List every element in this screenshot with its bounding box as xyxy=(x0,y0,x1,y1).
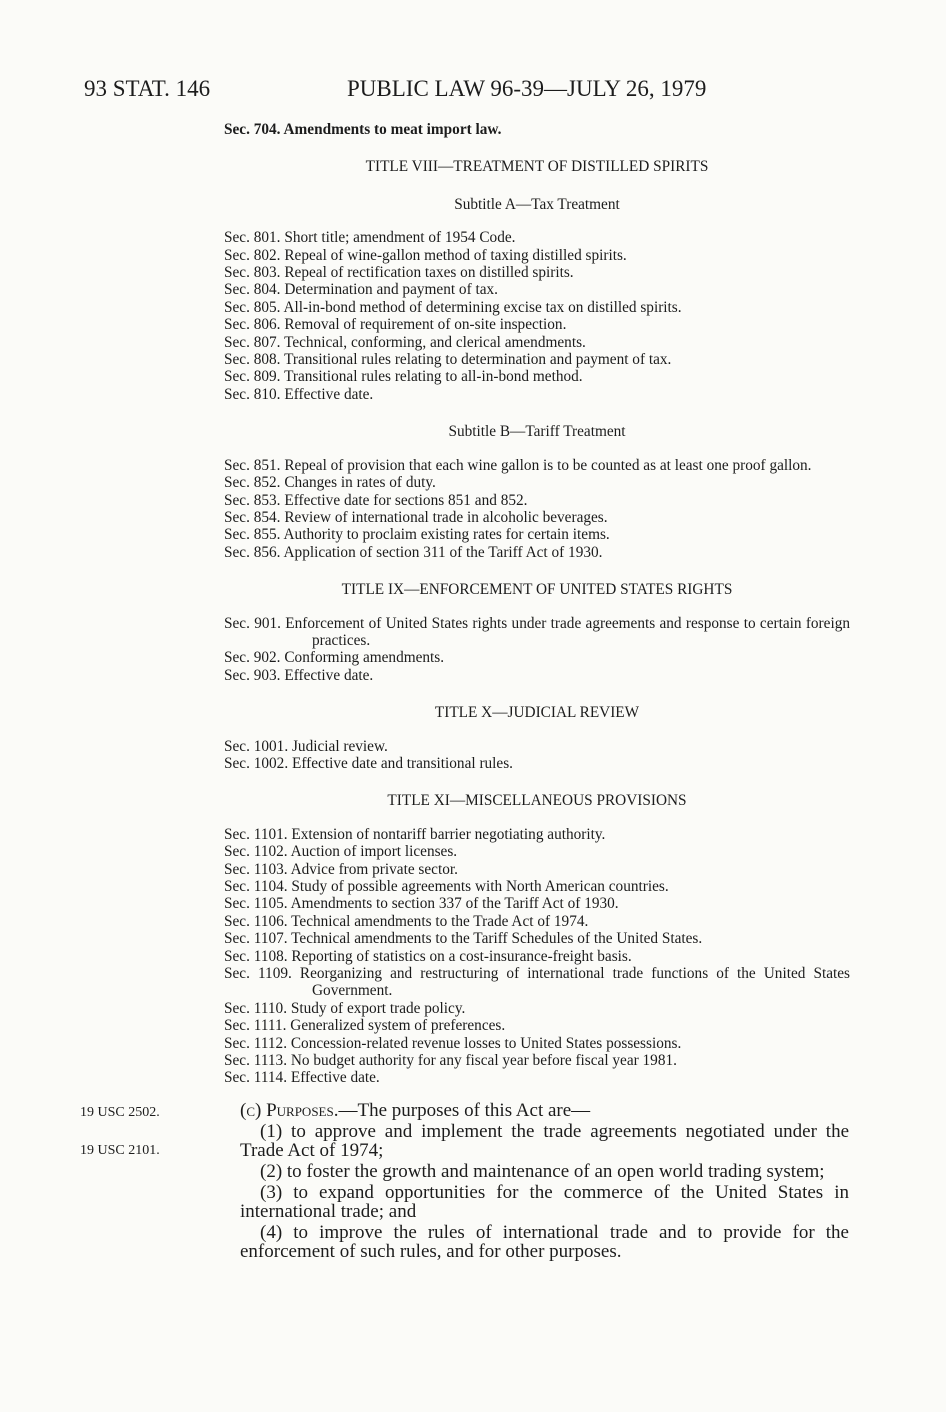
section-number: Sec. 803. xyxy=(224,264,281,282)
table-of-contents xyxy=(224,121,850,1087)
section-number: Sec. 854. xyxy=(224,508,281,526)
title-heading: TITLE IX—ENFORCEMENT OF UNITED STATES RIGHTS xyxy=(341,581,733,599)
toc-entry xyxy=(224,368,850,385)
toc-entry xyxy=(224,386,850,403)
section-number: Sec. 1105. xyxy=(224,895,288,913)
toc-entry xyxy=(224,544,850,561)
toc-entry xyxy=(224,667,850,684)
section-title: Conforming amendments. xyxy=(284,649,445,667)
section-title: Transitional rules relating to determination and payment of tax. xyxy=(284,351,672,369)
section-title: Repeal of provision that each wine gallon is to be counted as at least one proof gallon. xyxy=(284,456,812,474)
section-number: Sec. 810. xyxy=(224,385,281,403)
section-title: Amendments to section 337 of the Tariff Act of 1930. xyxy=(290,895,619,913)
toc-entry xyxy=(224,281,850,298)
section-title: Enforcement of United States rights under trade agreements and response to certain foreign practices. xyxy=(285,614,850,649)
section-title: Concession-related revenue losses to United States possessions. xyxy=(290,1034,682,1052)
section-title: Auction of import licenses. xyxy=(290,843,458,861)
section-number: Sec. 1107. xyxy=(224,930,288,948)
section-title: Review of international trade in alcoholic beverages. xyxy=(284,508,608,526)
purposes-lead-text: —The purposes of this Act are— xyxy=(338,1100,591,1121)
section-title: Advice from private sector. xyxy=(290,860,458,878)
section-number: Sec. 1112. xyxy=(224,1034,288,1052)
subtitle-heading: Subtitle A—Tax Treatment xyxy=(454,195,620,213)
section-number: Sec. 855. xyxy=(224,526,281,544)
section-title: Judicial review. xyxy=(291,737,388,755)
purposes-lead xyxy=(240,1102,849,1121)
title-heading: TITLE VIII—TREATMENT OF DISTILLED SPIRITS xyxy=(365,158,709,176)
section-number: Sec. 1109. xyxy=(224,965,292,983)
section-title: Authority to proclaim existing rates for certain items. xyxy=(283,526,610,544)
section-title: Repeal of rectification taxes on distilled spirits. xyxy=(284,264,574,282)
section-number: Sec. 852. xyxy=(224,474,281,492)
title-heading: TITLE X—JUDICIAL REVIEW xyxy=(434,704,640,722)
section-number: Sec. 806. xyxy=(224,316,281,334)
toc-entry xyxy=(224,861,850,878)
toc-entry xyxy=(224,755,850,772)
toc-entry xyxy=(224,1000,850,1017)
purpose-item: (3) to expand opportunities for the commerce of the United States in international trade; and xyxy=(240,1182,849,1222)
section-number: Sec. 1106. xyxy=(224,912,288,930)
section-number: Sec. 1102. xyxy=(224,843,288,861)
toc-entry xyxy=(224,930,850,947)
section-title: Technical amendments to the Trade Act of 1974. xyxy=(291,912,589,930)
section-title: Reporting of statistics on a cost-insurance-freight basis. xyxy=(291,947,632,965)
section-number: Sec. 1108. xyxy=(224,947,288,965)
section-title: Removal of requirement of on-site inspection. xyxy=(284,316,567,334)
section-title: Technical amendments to the Tariff Schedules of the United States. xyxy=(291,930,703,948)
section-title: Short title; amendment of 1954 Code. xyxy=(284,229,516,247)
section-title: No budget authority for any fiscal year before fiscal year 1981. xyxy=(290,1052,677,1070)
section-number: Sec. 1001. xyxy=(224,737,289,755)
section-title: Extension of nontariff barrier negotiating authority. xyxy=(291,825,606,843)
subtitle-heading: Subtitle B—Tariff Treatment xyxy=(448,423,626,441)
toc-entry xyxy=(224,457,850,474)
toc-entry xyxy=(224,334,850,351)
statute-page-reference: 93 STAT. 146 xyxy=(84,76,211,101)
toc-entry xyxy=(224,738,850,755)
toc-entry xyxy=(224,492,850,509)
toc-entry xyxy=(224,229,850,246)
section-number: Sec. 1002. xyxy=(224,754,289,772)
toc-entry xyxy=(224,1069,850,1086)
purpose-item: (4) to improve the rules of international trade and to provide for the enforcement of such rules, and for other purposes. xyxy=(240,1221,849,1262)
section-title: All-in-bond method of determining excise tax on distilled spirits. xyxy=(283,298,682,316)
section-number: Sec. 1103. xyxy=(224,860,288,878)
section-title: Repeal of wine-gallon method of taxing distilled spirits. xyxy=(284,246,627,264)
title-heading: TITLE XI—MISCELLANEOUS PROVISIONS xyxy=(387,792,687,810)
toc-entry xyxy=(224,948,850,965)
section-number: Sec. 1110. xyxy=(224,999,288,1017)
toc-entry xyxy=(224,316,850,333)
section-number: Sec. 851. xyxy=(224,456,281,474)
section-title: Determination and payment of tax. xyxy=(284,281,499,299)
section-number: Sec. 804. xyxy=(224,281,281,299)
section-number: Sec. 808. xyxy=(224,351,281,369)
toc-entry xyxy=(224,615,850,650)
toc-entry xyxy=(224,299,850,316)
section-title: Effective date and transitional rules. xyxy=(291,754,513,772)
toc-entry xyxy=(224,1035,850,1052)
toc-entry xyxy=(224,878,850,895)
section-number: Sec. 903. xyxy=(224,666,281,684)
section-title: Generalized system of preferences. xyxy=(290,1017,506,1035)
toc-entry xyxy=(224,965,850,1000)
section-number: Sec. 853. xyxy=(224,491,281,509)
purposes-label: (c) Purposes. xyxy=(240,1100,339,1121)
toc-entry xyxy=(224,121,850,138)
toc-entry xyxy=(224,509,850,526)
section-number: Sec. 1114. xyxy=(224,1069,288,1087)
purposes-section xyxy=(240,1102,849,1264)
section-title: Effective date for sections 851 and 852. xyxy=(284,491,528,509)
margin-note-usc-2502: 19 USC 2502. xyxy=(80,1105,160,1120)
section-title: Transitional rules relating to all-in-bond method. xyxy=(284,368,583,386)
section-number: Sec. 802. xyxy=(224,246,281,264)
section-title: Amendments to meat import law. xyxy=(283,121,502,138)
toc-entry xyxy=(224,649,850,666)
section-number: Sec. 901. xyxy=(224,614,281,632)
section-number: Sec. 1111. xyxy=(224,1017,287,1035)
section-title: Changes in rates of duty. xyxy=(284,474,436,492)
purpose-item: (1) to approve and implement the trade agreements negotiated under the Trade Act of 1974; xyxy=(240,1121,849,1161)
margin-note-usc-2101: 19 USC 2101. xyxy=(80,1143,160,1158)
toc-entry xyxy=(224,1052,850,1069)
section-title: Technical, conforming, and clerical amendments. xyxy=(284,333,586,351)
toc-entry xyxy=(224,826,850,843)
section-number: Sec. 809. xyxy=(224,368,281,386)
toc-entry xyxy=(224,247,850,264)
toc-entry xyxy=(224,474,850,491)
section-number: Sec. 1104. xyxy=(224,878,288,895)
toc-entry xyxy=(224,264,850,281)
section-title: Effective date. xyxy=(284,385,374,403)
section-number: Sec. 1101. xyxy=(224,825,288,843)
section-number: Sec. 801. xyxy=(224,229,281,247)
section-title: Effective date. xyxy=(284,666,374,684)
section-number: Sec. 805. xyxy=(224,298,281,316)
toc-entry xyxy=(224,843,850,860)
toc-entry xyxy=(224,351,850,368)
section-number: Sec. 902. xyxy=(224,649,281,667)
section-title: Effective date. xyxy=(290,1069,380,1087)
public-law-running-head: PUBLIC LAW 96-39—JULY 26, 1979 xyxy=(347,76,707,101)
section-number: Sec. 704. xyxy=(224,121,281,138)
toc-entry xyxy=(224,526,850,543)
section-number: Sec. 807. xyxy=(224,333,281,351)
section-number: Sec. 1113. xyxy=(224,1052,288,1070)
section-title: Application of section 311 of the Tariff Act of 1930. xyxy=(283,543,603,561)
section-title: Study of possible agreements with North American countries. xyxy=(291,878,669,895)
purpose-item: (2) to foster the growth and maintenance of an open world trading system; xyxy=(260,1160,825,1182)
section-title: Study of export trade policy. xyxy=(290,999,466,1017)
section-title: Reorganizing and restructuring of international trade functions of the United States Government. xyxy=(299,965,850,1000)
toc-entry xyxy=(224,1017,850,1034)
toc-entry xyxy=(224,895,850,912)
section-number: Sec. 856. xyxy=(224,543,281,561)
toc-entry xyxy=(224,913,850,930)
